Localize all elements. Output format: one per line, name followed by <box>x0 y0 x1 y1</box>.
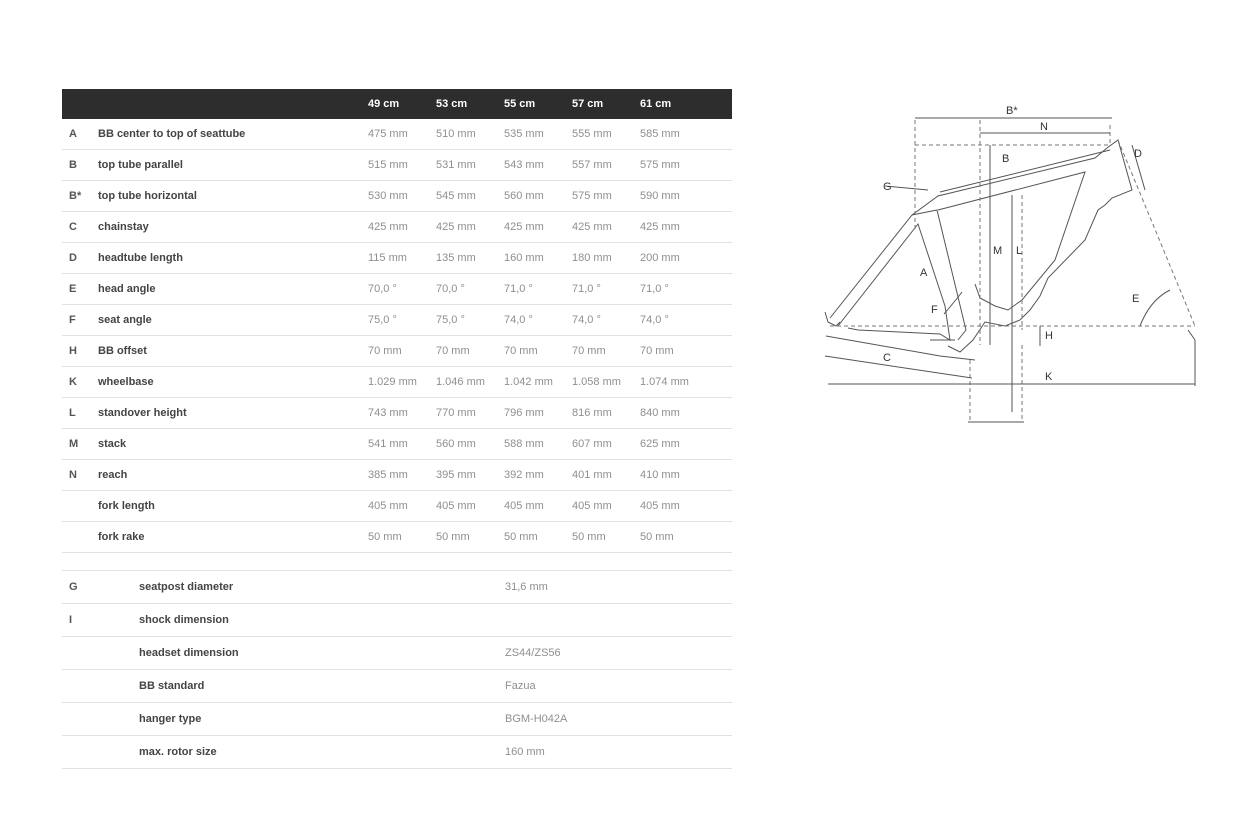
size-header: 61 cm <box>640 89 732 119</box>
spec-label: max. rotor size <box>138 736 504 769</box>
row-value: 392 mm <box>504 460 572 491</box>
row-code: C <box>62 212 98 243</box>
row-value: 71,0 ° <box>504 274 572 305</box>
row-value: 1.058 mm <box>572 367 640 398</box>
spec-row <box>62 571 732 604</box>
geometry-row <box>62 243 732 274</box>
spec-value: ZS44/ZS56 <box>504 637 732 670</box>
row-value: 1.046 mm <box>436 367 504 398</box>
geometry-row <box>62 212 732 243</box>
row-value: 75,0 ° <box>368 305 436 336</box>
row-value: 160 mm <box>504 243 572 274</box>
row-value: 395 mm <box>436 460 504 491</box>
row-value: 401 mm <box>572 460 640 491</box>
row-value: 1.029 mm <box>368 367 436 398</box>
row-value: 560 mm <box>436 429 504 460</box>
row-code: N <box>62 460 98 491</box>
row-code: F <box>62 305 98 336</box>
row-label: fork rake <box>98 522 368 553</box>
spec-label: BB standard <box>138 670 504 703</box>
row-value: 70 mm <box>436 336 504 367</box>
row-value: 575 mm <box>640 150 732 181</box>
row-label: fork length <box>98 491 368 522</box>
row-label: top tube parallel <box>98 150 368 181</box>
row-value: 770 mm <box>436 398 504 429</box>
label-e: E <box>1132 293 1140 305</box>
geometry-row <box>62 522 732 553</box>
row-value: 405 mm <box>436 491 504 522</box>
spec-label: seatpost diameter <box>138 571 504 604</box>
row-value: 425 mm <box>436 212 504 243</box>
geometry-row <box>62 305 732 336</box>
spec-code <box>62 703 138 736</box>
row-value: 50 mm <box>368 522 436 553</box>
row-value: 115 mm <box>368 243 436 274</box>
frame-geometry-diagram <box>815 100 1205 430</box>
row-value: 1.074 mm <box>640 367 732 398</box>
spec-row <box>62 703 732 736</box>
spec-label: hanger type <box>138 703 504 736</box>
spec-table <box>62 570 732 769</box>
spec-value: BGM-H042A <box>504 703 732 736</box>
row-value: 405 mm <box>572 491 640 522</box>
row-value: 475 mm <box>368 119 436 150</box>
label-f: F <box>931 304 938 316</box>
spec-value: 160 mm <box>504 736 732 769</box>
spec-row <box>62 637 732 670</box>
row-value: 50 mm <box>640 522 732 553</box>
row-value: 70,0 ° <box>368 274 436 305</box>
geometry-row <box>62 398 732 429</box>
label-d: D <box>1134 148 1142 160</box>
dimension-lines <box>825 118 1195 422</box>
row-code: A <box>62 119 98 150</box>
row-value: 840 mm <box>640 398 732 429</box>
label-a: A <box>920 267 928 279</box>
row-value: 588 mm <box>504 429 572 460</box>
row-value: 74,0 ° <box>640 305 732 336</box>
spec-code <box>62 670 138 703</box>
row-label: wheelbase <box>98 367 368 398</box>
row-value: 425 mm <box>640 212 732 243</box>
row-value: 515 mm <box>368 150 436 181</box>
row-value: 75,0 ° <box>436 305 504 336</box>
row-label: top tube horizontal <box>98 181 368 212</box>
row-value: 71,0 ° <box>572 274 640 305</box>
row-code: B <box>62 150 98 181</box>
row-value: 71,0 ° <box>640 274 732 305</box>
row-value: 530 mm <box>368 181 436 212</box>
row-label: head angle <box>98 274 368 305</box>
geometry-table <box>62 89 732 553</box>
geometry-row <box>62 367 732 398</box>
spec-code <box>62 637 138 670</box>
label-g: G <box>883 181 892 193</box>
row-value: 70,0 ° <box>436 274 504 305</box>
row-value: 425 mm <box>572 212 640 243</box>
row-value: 535 mm <box>504 119 572 150</box>
row-label: stack <box>98 429 368 460</box>
row-code: D <box>62 243 98 274</box>
row-value: 74,0 ° <box>504 305 572 336</box>
row-value: 796 mm <box>504 398 572 429</box>
label-m: M <box>993 245 1003 257</box>
geometry-row <box>62 274 732 305</box>
spec-label: shock dimension <box>138 604 504 637</box>
row-value: 816 mm <box>572 398 640 429</box>
row-code <box>62 522 98 553</box>
row-code: K <box>62 367 98 398</box>
row-value: 50 mm <box>504 522 572 553</box>
geometry-header-row <box>62 89 732 119</box>
row-value: 405 mm <box>640 491 732 522</box>
row-value: 70 mm <box>368 336 436 367</box>
row-value: 541 mm <box>368 429 436 460</box>
spec-row <box>62 736 732 769</box>
row-value: 425 mm <box>368 212 436 243</box>
spec-value: 31,6 mm <box>504 571 732 604</box>
geometry-row <box>62 491 732 522</box>
row-value: 405 mm <box>504 491 572 522</box>
row-code <box>62 491 98 522</box>
size-header: 49 cm <box>368 89 436 119</box>
label-b: B <box>1002 153 1010 165</box>
label-h: H <box>1045 330 1053 342</box>
row-value: 425 mm <box>504 212 572 243</box>
row-value: 50 mm <box>436 522 504 553</box>
header-code-cell <box>62 89 98 119</box>
row-label: chainstay <box>98 212 368 243</box>
row-code: H <box>62 336 98 367</box>
row-label: BB center to top of seattube <box>98 119 368 150</box>
label-l: L <box>1016 245 1023 257</box>
row-value: 607 mm <box>572 429 640 460</box>
row-value: 200 mm <box>640 243 732 274</box>
row-value: 531 mm <box>436 150 504 181</box>
row-value: 385 mm <box>368 460 436 491</box>
size-header: 57 cm <box>572 89 640 119</box>
row-value: 545 mm <box>436 181 504 212</box>
geometry-row <box>62 150 732 181</box>
label-c: C <box>883 352 891 364</box>
label-b-star: B* <box>1006 105 1018 117</box>
row-value: 180 mm <box>572 243 640 274</box>
geometry-row <box>62 429 732 460</box>
spec-code <box>62 736 138 769</box>
row-label: standover height <box>98 398 368 429</box>
row-label: headtube length <box>98 243 368 274</box>
spec-row <box>62 604 732 637</box>
row-value: 135 mm <box>436 243 504 274</box>
row-code: B* <box>62 181 98 212</box>
row-value: 70 mm <box>640 336 732 367</box>
geometry-row <box>62 119 732 150</box>
row-value: 70 mm <box>504 336 572 367</box>
row-code: L <box>62 398 98 429</box>
row-value: 70 mm <box>572 336 640 367</box>
row-value: 625 mm <box>640 429 732 460</box>
header-label-cell <box>98 89 368 119</box>
geometry-row <box>62 336 732 367</box>
row-value: 555 mm <box>572 119 640 150</box>
row-value: 410 mm <box>640 460 732 491</box>
spec-code: I <box>62 604 138 637</box>
row-value: 543 mm <box>504 150 572 181</box>
row-value: 510 mm <box>436 119 504 150</box>
geometry-row <box>62 181 732 212</box>
row-label: seat angle <box>98 305 368 336</box>
row-value: 590 mm <box>640 181 732 212</box>
spec-value: Fazua <box>504 670 732 703</box>
row-value: 557 mm <box>572 150 640 181</box>
geometry-row <box>62 460 732 491</box>
size-header: 53 cm <box>436 89 504 119</box>
frame-outline <box>825 140 1132 352</box>
row-value: 74,0 ° <box>572 305 640 336</box>
row-code: M <box>62 429 98 460</box>
row-code: E <box>62 274 98 305</box>
row-label: reach <box>98 460 368 491</box>
row-value: 585 mm <box>640 119 732 150</box>
spec-label: headset dimension <box>138 637 504 670</box>
row-label: BB offset <box>98 336 368 367</box>
row-value: 743 mm <box>368 398 436 429</box>
row-value: 575 mm <box>572 181 640 212</box>
spec-row <box>62 670 732 703</box>
spec-code: G <box>62 571 138 604</box>
row-value: 1.042 mm <box>504 367 572 398</box>
row-value: 560 mm <box>504 181 572 212</box>
row-value: 405 mm <box>368 491 436 522</box>
row-value: 50 mm <box>572 522 640 553</box>
size-header: 55 cm <box>504 89 572 119</box>
label-k: K <box>1045 371 1053 383</box>
label-n: N <box>1040 121 1048 133</box>
spec-value <box>504 604 732 637</box>
